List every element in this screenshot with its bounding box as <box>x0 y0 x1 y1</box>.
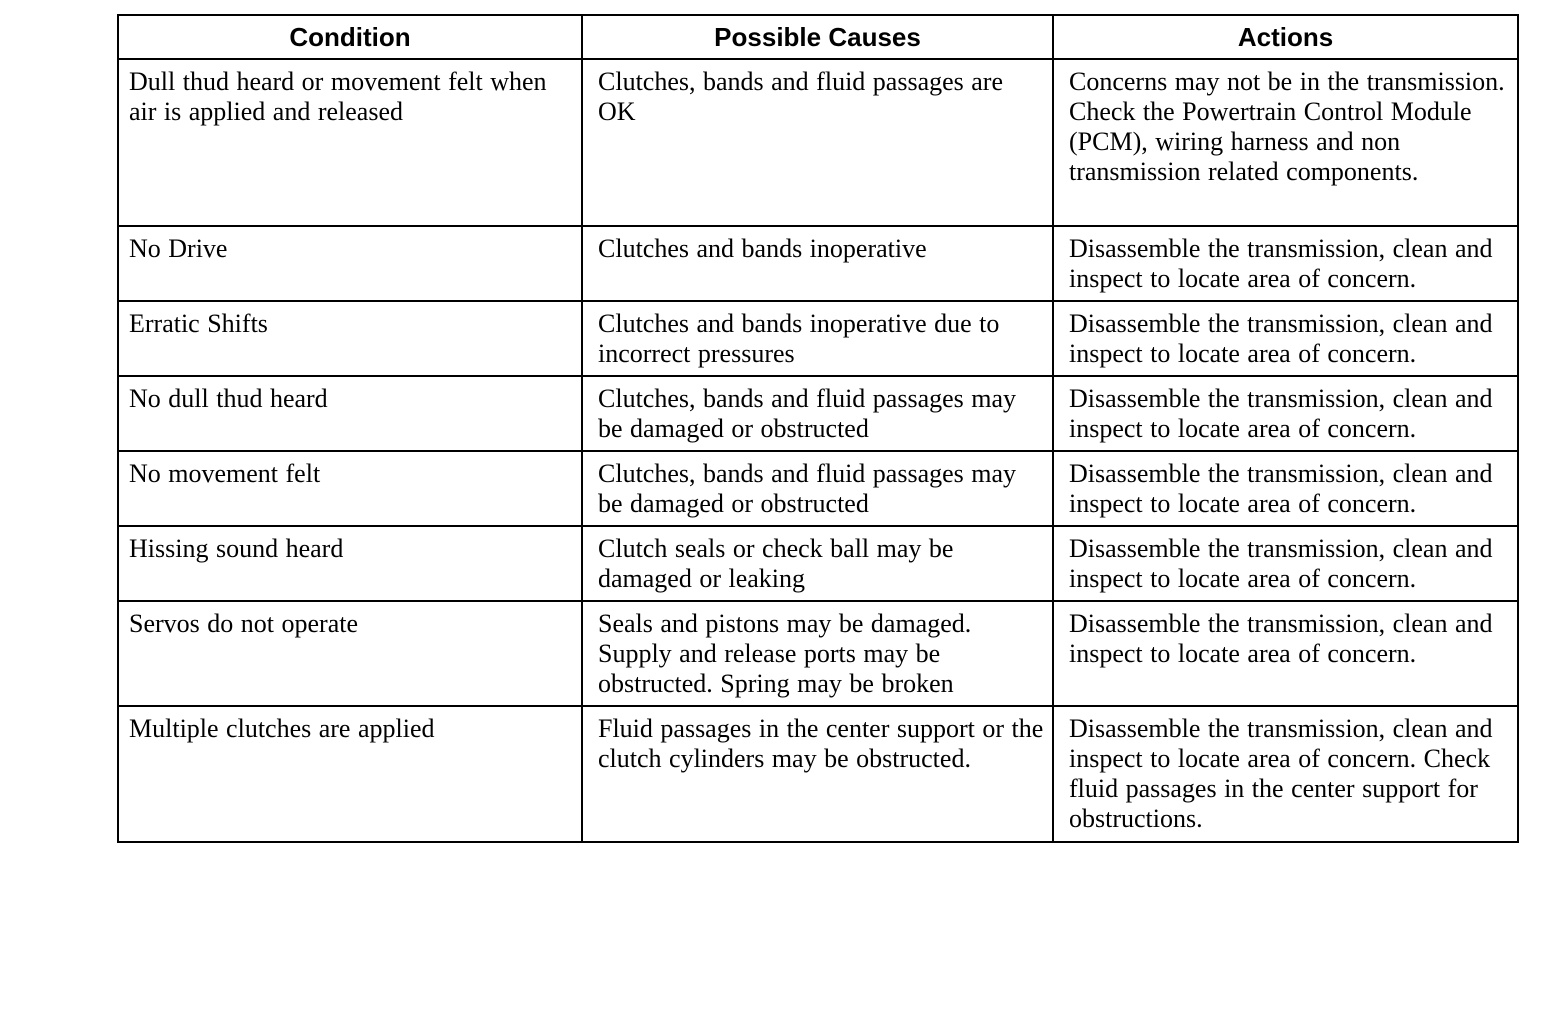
table-row <box>118 706 1518 842</box>
condition-cell: Erratic Shifts <box>118 301 582 376</box>
table-row <box>118 451 1518 526</box>
condition-cell: Multiple clutches are applied <box>118 706 582 842</box>
table-row <box>118 376 1518 451</box>
possible-causes-cell: Clutches and bands inoperative <box>582 226 1053 301</box>
actions-cell: Disassemble the transmission, clean and inspect to locate area of concern. <box>1053 301 1518 376</box>
possible-causes-cell: Clutches and bands inoperative due to incorrect pressures <box>582 301 1053 376</box>
actions-cell: Concerns may not be in the transmission. Check the Powertrain Control Module (PCM), wiring harness and non transmission related components. <box>1053 59 1518 226</box>
possible-causes-cell: Clutches, bands and fluid passages are OK <box>582 59 1053 226</box>
header-condition: Condition <box>118 15 582 59</box>
possible-causes-cell: Seals and pistons may be damaged. Supply and release ports may be obstructed. Spring may be broken <box>582 601 1053 706</box>
actions-cell: Disassemble the transmission, clean and inspect to locate area of concern. Check fluid passages in the center support for obstructions. <box>1053 706 1518 842</box>
condition-cell: Hissing sound heard <box>118 526 582 601</box>
condition-cell: No Drive <box>118 226 582 301</box>
possible-causes-cell: Clutch seals or check ball may be damaged or leaking <box>582 526 1053 601</box>
table-row <box>118 226 1518 301</box>
header-possible-causes: Possible Causes <box>582 15 1053 59</box>
possible-causes-cell: Clutches, bands and fluid passages may be damaged or obstructed <box>582 451 1053 526</box>
table-header-row <box>118 15 1518 59</box>
diagnosis-table <box>117 14 1519 843</box>
header-actions: Actions <box>1053 15 1518 59</box>
possible-causes-cell: Clutches, bands and fluid passages may be damaged or obstructed <box>582 376 1053 451</box>
actions-cell: Disassemble the transmission, clean and inspect to locate area of concern. <box>1053 376 1518 451</box>
actions-cell: Disassemble the transmission, clean and inspect to locate area of concern. <box>1053 226 1518 301</box>
table-row <box>118 526 1518 601</box>
actions-cell: Disassemble the transmission, clean and inspect to locate area of concern. <box>1053 601 1518 706</box>
table-row <box>118 301 1518 376</box>
table-row <box>118 59 1518 226</box>
condition-cell: Dull thud heard or movement felt when air is applied and released <box>118 59 582 226</box>
actions-cell: Disassemble the transmission, clean and inspect to locate area of concern. <box>1053 451 1518 526</box>
possible-causes-cell: Fluid passages in the center support or the clutch cylinders may be obstructed. <box>582 706 1053 842</box>
condition-cell: Servos do not operate <box>118 601 582 706</box>
condition-cell: No movement felt <box>118 451 582 526</box>
actions-cell: Disassemble the transmission, clean and inspect to locate area of concern. <box>1053 526 1518 601</box>
condition-cell: No dull thud heard <box>118 376 582 451</box>
table-row <box>118 601 1518 706</box>
